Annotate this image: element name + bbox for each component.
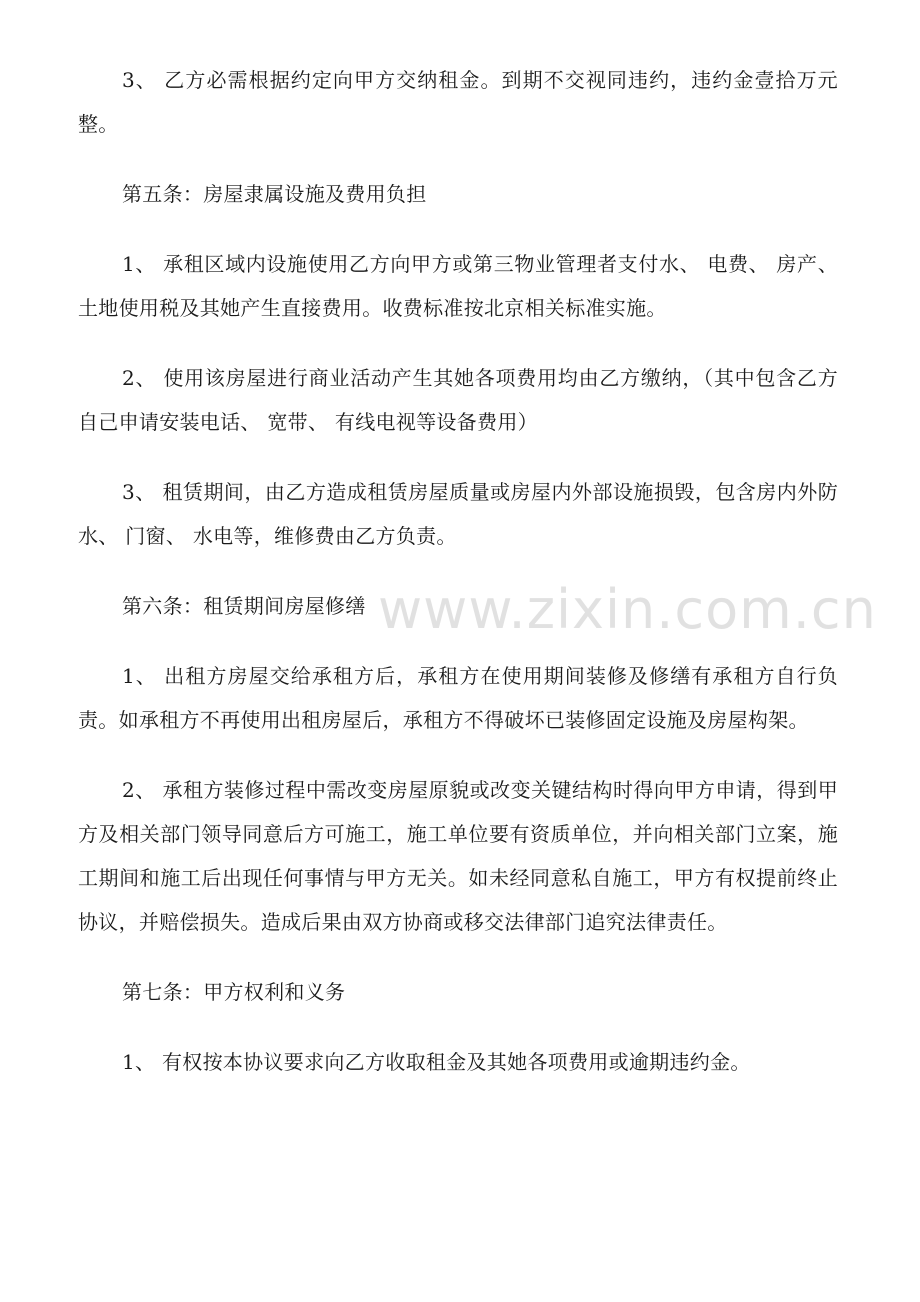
document-body	[78, 58, 838, 1110]
clause-5-item-2: 2、 使用该房屋进行商业活动产生其她各项费用均由乙方缴纳，（其中包含乙方自己申请安装电话、 宽带、 有线电视等设备费用）	[78, 366, 838, 434]
site-watermark: www.zixin.com.cn	[378, 578, 877, 641]
clause-7-item-1: 1、 有权按本协议要求向乙方收取租金及其她各项费用或逾期违约金。	[122, 1050, 751, 1074]
clause-6-item-1: 1、 出租方房屋交给承租方后，承租方在使用期间装修及修缮有承租方自行负责。如承租方不再使用出租房屋后，承租方不得破坏已装修固定设施及房屋构架。	[78, 664, 838, 732]
clause-5-item-3: 3、 租赁期间，由乙方造成租赁房屋质量或房屋内外部设施损毁，包含房内外防水、 门窗、 水电等，维修费由乙方负责。	[78, 480, 838, 548]
article-6-heading: 第六条：租赁期间房屋修缮	[122, 594, 366, 618]
article-7-heading: 第七条：甲方权利和义务	[122, 980, 346, 1004]
clause-6-item-2: 2、 承租方装修过程中需改变房屋原貌或改变关键结构时得向甲方申请，得到甲方及相关部门领导同意后方可施工，施工单位要有资质单位，并向相关部门立案，施工期间和施工后出现任何事情与甲方无关。如未经同意私自施工，甲方有权提前终止协议，并赔偿损失。造成后果由双方协商或移交法律部门追究法律责任。	[78, 778, 838, 934]
clause-4-item-3: 3、 乙方必需根据约定向甲方交纳租金。到期不交视同违约，违约金壹拾万元整。	[78, 68, 838, 136]
clause-5-item-1: 1、 承租区域内设施使用乙方向甲方或第三物业管理者支付水、 电费、 房产、 土地使用税及其她产生直接费用。收费标准按北京相关标准实施。	[78, 252, 838, 320]
article-5-heading: 第五条：房屋隶属设施及费用负担	[122, 182, 427, 206]
